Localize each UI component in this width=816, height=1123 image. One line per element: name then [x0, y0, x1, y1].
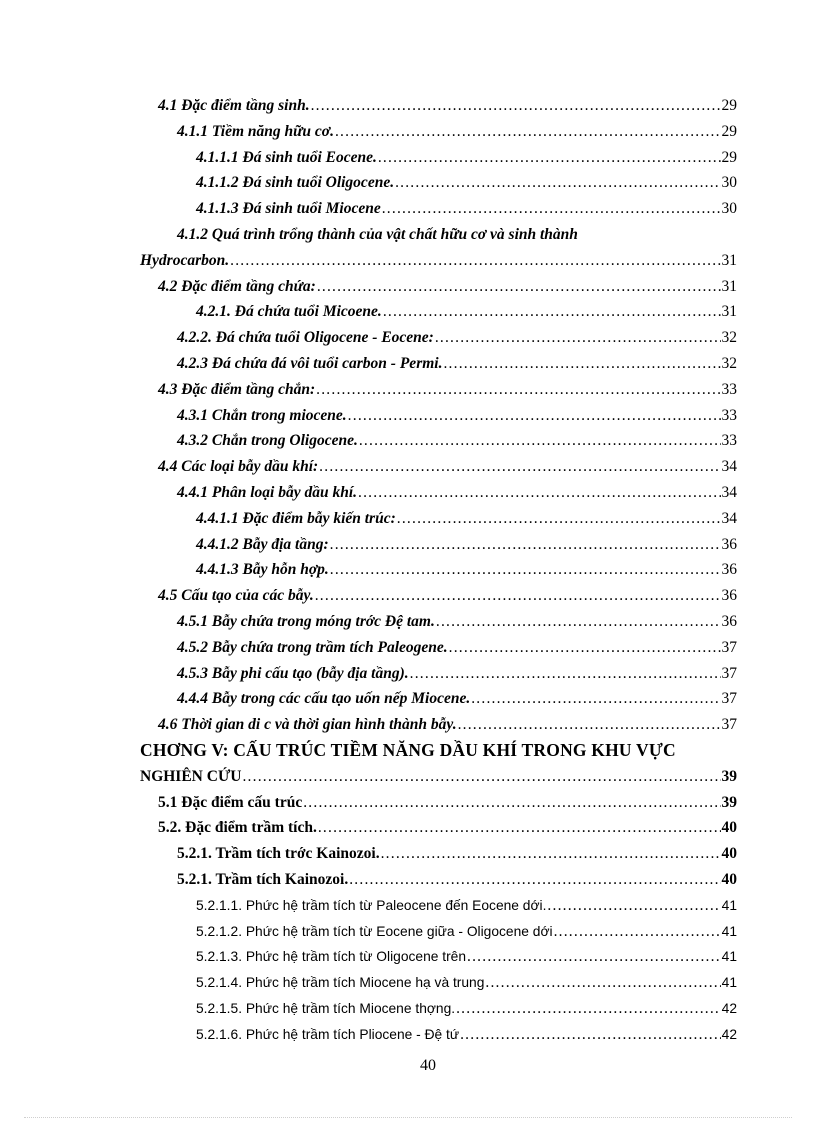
toc-entry [0, 196, 816, 222]
toc-entry-page: 40 [721, 845, 737, 863]
toc-entry-title: 4.3.2 Chắn trong Oligocene. [177, 432, 358, 450]
toc-entry [0, 325, 816, 351]
toc-leader-dots [359, 428, 721, 454]
toc-leader-dots [318, 815, 721, 841]
toc-entry [0, 145, 816, 171]
toc-entry-title: 4.1.1.3 Đá sinh tuổi Miocene [196, 200, 381, 218]
toc-entry [0, 403, 816, 429]
toc-entry-title: 4.6 Thời gian di c và thời gian hình thành bẫy. [158, 716, 457, 734]
toc-leader-dots [383, 299, 721, 325]
toc-entry [0, 532, 816, 558]
table-of-contents [0, 93, 816, 1047]
toc-entry-page: 37 [721, 638, 737, 656]
toc-entry-title: 4.3 Đặc điểm tầng chắn: [158, 380, 316, 398]
toc-leader-dots [358, 480, 721, 506]
toc-entry-page: 29 [721, 148, 737, 166]
toc-leader-dots [319, 454, 720, 480]
toc-entry-title: 4.5.3 Bẫy phi cấu tạo (bẫy địa tầng). [177, 664, 409, 682]
toc-entry-title: 5.2.1.2. Phức hệ trầm tích từ Eocene giữa - Oligocene dới [196, 923, 553, 939]
toc-entry-page: 42 [721, 1026, 737, 1042]
toc-leader-dots [317, 274, 721, 300]
toc-leader-dots [349, 867, 720, 893]
toc-leader-dots [410, 661, 721, 687]
toc-entry-page: 41 [721, 897, 737, 913]
toc-entry-title: 4.1 Đặc điểm tầng sinh. [158, 97, 310, 114]
toc-entry-page: 39 [721, 767, 737, 785]
toc-entry [0, 351, 816, 377]
toc-entry-title: 4.1.2 Quá trình trổng thành của vật chất hữu cơ và sinh thành [177, 225, 578, 243]
toc-entry [0, 299, 816, 325]
toc-leader-dots [436, 609, 721, 635]
toc-entry [0, 609, 816, 635]
toc-leader-dots [316, 377, 720, 403]
toc-entry [0, 661, 816, 687]
toc-entry-title: 5.2.1.5. Phức hệ trầm tích Miocene thợng. [196, 1000, 456, 1016]
toc-entry-page: 41 [721, 923, 737, 939]
toc-entry-page: 36 [721, 535, 737, 553]
toc-leader-dots [485, 970, 720, 996]
toc-leader-dots [467, 944, 721, 970]
toc-entry-title: 4.1.1.2 Đá sinh tuổi Oligocene. [196, 174, 395, 192]
toc-entry-title: 5.2.1. Trầm tích trớc Kainozoi. [177, 845, 380, 863]
toc-leader-dots [378, 145, 721, 171]
toc-entry-page: 37 [721, 664, 737, 682]
toc-entry-title: 5.2. Đặc điểm trầm tích. [158, 819, 317, 837]
toc-entry-title: 4.2.1. Đá chứa tuổi Micoene. [196, 303, 382, 321]
toc-entry-title: 4.4.1 Phân loại bẫy dầu khí. [177, 483, 357, 501]
toc-entry [0, 996, 816, 1022]
toc-entry-page: 33 [721, 406, 737, 424]
toc-entry-title: 5.1 Đặc điểm cấu trúc [158, 793, 303, 811]
toc-leader-dots [348, 403, 721, 429]
toc-leader-dots [315, 583, 721, 609]
toc-entry-page: 32 [721, 354, 737, 372]
toc-entry [0, 506, 816, 532]
page-bottom-border [24, 1117, 792, 1118]
toc-entry-title: CHƠNG V: CẤU TRÚC TIỀM NĂNG DẦU KHÍ TRONG KHU VỰC [140, 739, 676, 760]
toc-entry-title: 4.4 Các loại bẫy dầu khí: [158, 458, 319, 476]
toc-entry-title: Hydrocarbon. [140, 251, 230, 269]
toc-entry [0, 712, 816, 738]
toc-entry [0, 815, 816, 841]
toc-entry [0, 428, 816, 454]
toc-entry [0, 248, 816, 274]
toc-entry-page: 40 [721, 870, 737, 888]
toc-entry-title: 4.2.2. Đá chứa tuổi Oligocene - Eocene: [177, 329, 434, 347]
toc-entry-page: 41 [721, 949, 737, 965]
toc-entry [0, 93, 816, 119]
toc-entry-page: 32 [721, 329, 737, 347]
toc-entry-title: 5.2.1.1. Phức hệ trầm tích từ Paleocene đến Eocene dới. [196, 897, 547, 913]
toc-entry-title: 4.1.1 Tiềm năng hữu cơ. [177, 122, 334, 140]
toc-entry-title: 4.4.1.2 Bẫy địa tầng: [196, 535, 329, 553]
toc-entry-title: 4.3.1 Chắn trong miocene. [177, 406, 347, 424]
toc-entry-title: 4.5 Cấu tạo của các bẫy. [158, 587, 314, 605]
toc-leader-dots [456, 996, 721, 1022]
toc-entry-page: 29 [721, 97, 737, 114]
toc-entry [0, 454, 816, 480]
toc-leader-dots [547, 893, 720, 919]
toc-leader-dots [382, 196, 721, 222]
toc-entry [0, 557, 816, 583]
toc-entry [0, 170, 816, 196]
toc-entry-title: 4.5.2 Bẫy chứa trong trầm tích Paleogene. [177, 638, 448, 656]
toc-entry-title: 4.2.3 Đá chứa đá vôi tuổi carbon - Permi. [177, 354, 443, 372]
toc-entry-title: 5.2.1.3. Phức hệ trầm tích từ Oligocene trên [196, 949, 467, 965]
page-number: 40 [420, 1057, 436, 1074]
toc-entry [0, 635, 816, 661]
toc-entry-title: NGHIÊN CỨU [140, 767, 242, 785]
toc-leader-dots [471, 686, 720, 712]
toc-entry-title: 5.2.1. Trầm tích Kainozoi. [177, 870, 349, 888]
toc-entry [0, 790, 816, 816]
toc-entry [0, 970, 816, 996]
toc-entry-page: 42 [721, 1000, 737, 1016]
toc-entry-title: 4.1.1.1 Đá sinh tuổi Eocene. [196, 148, 377, 166]
toc-leader-dots [443, 351, 720, 377]
toc-leader-dots [311, 93, 721, 119]
toc-leader-dots [397, 506, 721, 532]
toc-entry-page: 31 [721, 251, 737, 269]
toc-entry-page: 36 [721, 587, 737, 605]
toc-leader-dots [395, 170, 720, 196]
toc-leader-dots [335, 119, 721, 145]
toc-leader-dots [554, 919, 721, 945]
toc-entry-page: 39 [721, 793, 737, 811]
toc-entry-title: 4.5.1 Bẫy chứa trong móng trớc Đệ tam. [177, 612, 435, 630]
toc-leader-dots [303, 790, 720, 816]
toc-entry [0, 738, 816, 764]
toc-entry-page: 33 [721, 432, 737, 450]
toc-entry-page: 36 [721, 612, 737, 630]
toc-leader-dots [230, 248, 720, 274]
toc-entry-page: 34 [721, 458, 737, 476]
toc-entry [0, 1022, 816, 1048]
toc-entry-page: 37 [721, 690, 737, 708]
toc-leader-dots [449, 635, 721, 661]
toc-entry [0, 867, 816, 893]
toc-leader-dots [435, 325, 721, 351]
toc-entry [0, 274, 816, 300]
toc-leader-dots [242, 764, 720, 790]
toc-entry-title: 4.2 Đặc điểm tầng chứa: [158, 277, 316, 295]
toc-entry-page: 34 [721, 483, 737, 501]
toc-entry-page: 33 [721, 380, 737, 398]
toc-entry [0, 119, 816, 145]
toc-leader-dots [460, 1022, 721, 1048]
toc-entry-page: 30 [721, 174, 737, 192]
toc-entry [0, 377, 816, 403]
toc-entry-page: 36 [721, 561, 737, 579]
toc-entry-page: 34 [721, 509, 737, 527]
toc-entry [0, 480, 816, 506]
toc-entry [0, 893, 816, 919]
toc-entry-title: 5.2.1.6. Phức hệ trầm tích Pliocene - Đệ tứ [196, 1026, 460, 1042]
toc-entry-page: 37 [721, 716, 737, 734]
toc-entry [0, 583, 816, 609]
toc-entry-page: 41 [721, 975, 737, 991]
toc-leader-dots [330, 532, 721, 558]
toc-leader-dots [330, 557, 721, 583]
toc-entry [0, 919, 816, 945]
toc-entry-title: 5.2.1.4. Phức hệ trầm tích Miocene hạ và trung [196, 975, 485, 991]
toc-entry [0, 222, 816, 248]
toc-entry-page: 30 [721, 200, 737, 218]
toc-entry [0, 944, 816, 970]
toc-leader-dots [381, 841, 721, 867]
toc-leader-dots [458, 712, 721, 738]
toc-entry-page: 31 [721, 303, 737, 321]
toc-entry [0, 841, 816, 867]
toc-entry-page: 40 [721, 819, 737, 837]
toc-entry [0, 686, 816, 712]
toc-entry [0, 764, 816, 790]
toc-entry-title: 4.4.1.3 Bẫy hỗn hợp. [196, 561, 329, 579]
toc-entry-title: 4.4.4 Bẫy trong các cấu tạo uốn nếp Miocene. [177, 690, 471, 708]
toc-entry-page: 31 [721, 277, 737, 295]
toc-entry-page: 29 [721, 122, 737, 140]
toc-entry-title: 4.4.1.1 Đặc điểm bẫy kiến trúc: [196, 509, 396, 527]
